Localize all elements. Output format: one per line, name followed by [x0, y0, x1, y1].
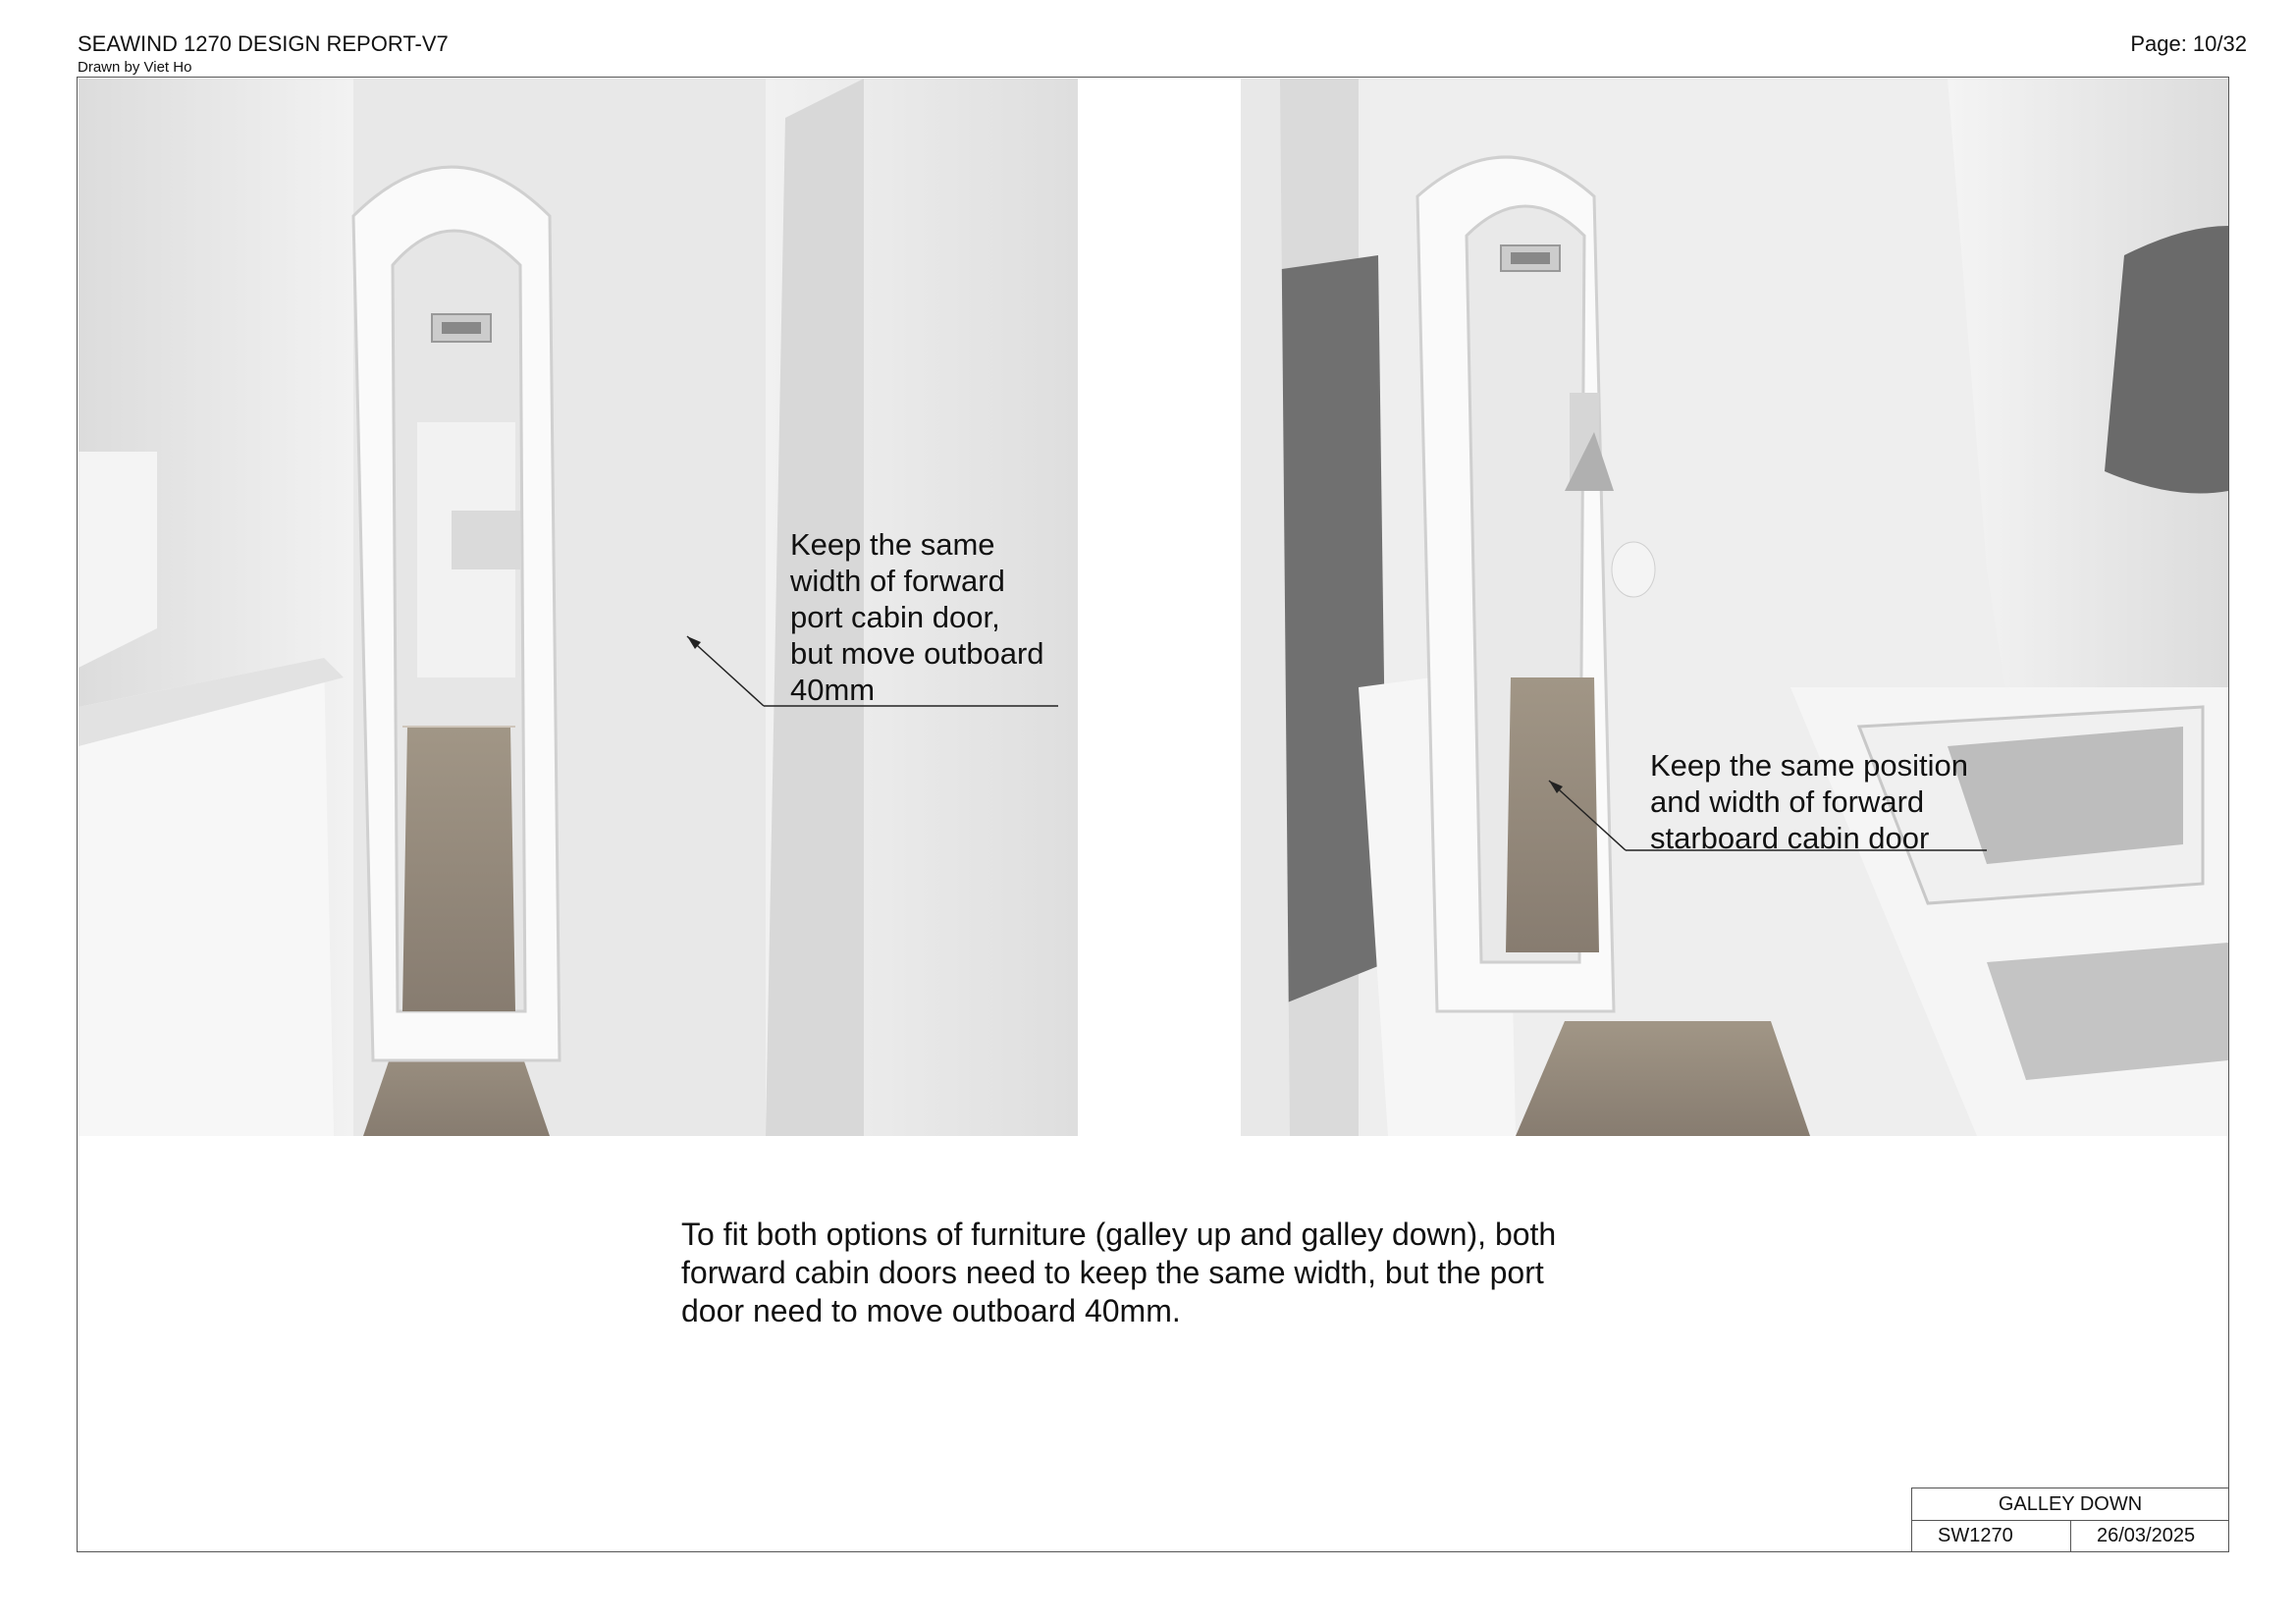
title-block [1911, 1488, 2229, 1552]
report-title: SEAWIND 1270 DESIGN REPORT-V7 [78, 31, 449, 56]
sheet-title: GALLEY DOWN [1912, 1488, 2228, 1521]
page-number: Page: 10/32 [2130, 31, 2247, 56]
starboard-cabin-door-render [1241, 79, 2228, 1136]
port-door-callout: Keep the same width of forward port cabin door, but move outboard 40mm [790, 527, 1044, 707]
design-note: To fit both options of furniture (galley up and galley down), both forward cabin doors need to keep the same width, but the port door need to move outboard 40mm. [681, 1217, 1557, 1328]
starboard-door-callout: Keep the same position and width of forward starboard cabin door [1650, 748, 1968, 855]
project-code: SW1270 [1912, 1521, 2071, 1551]
drawn-by: Drawn by Viet Ho [78, 59, 192, 76]
issue-date: 26/03/2025 [2097, 1525, 2196, 1546]
